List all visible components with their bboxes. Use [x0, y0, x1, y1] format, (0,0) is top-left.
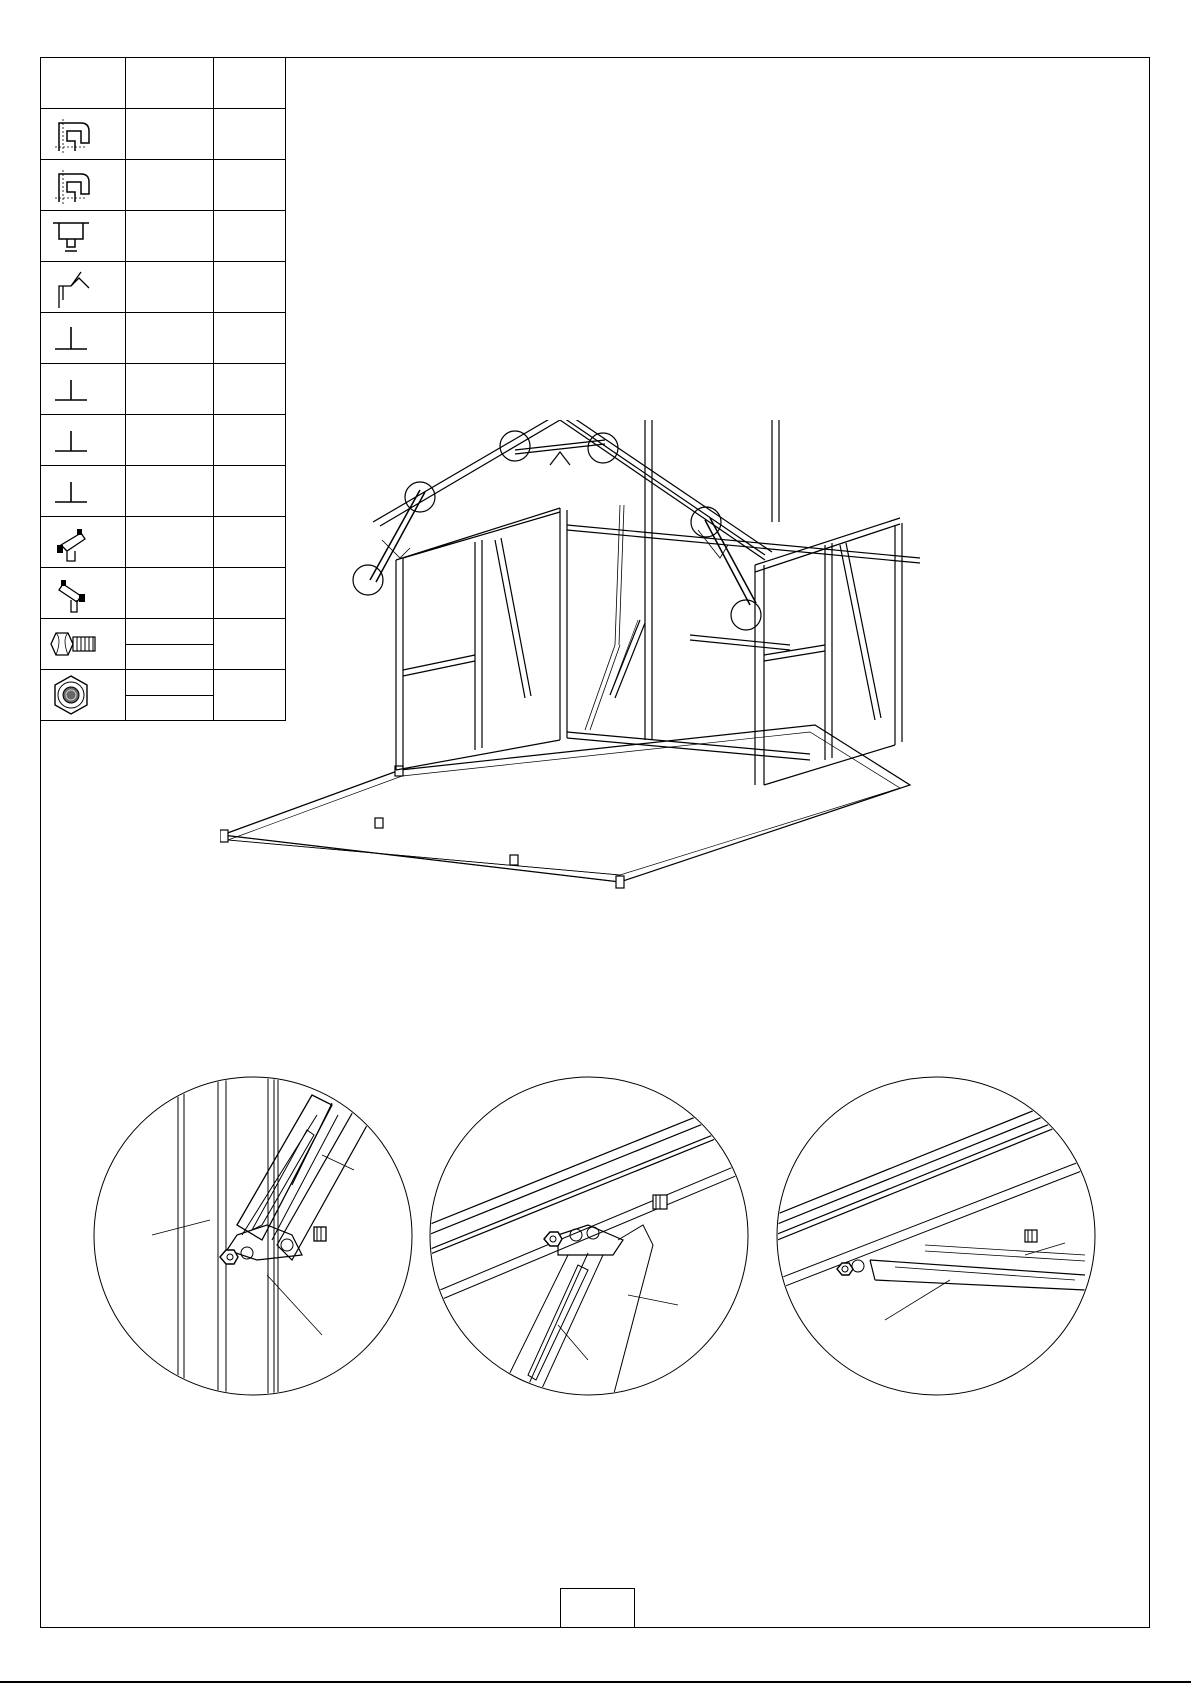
- back-wall: [567, 505, 920, 760]
- corner-profile-icon: [41, 111, 101, 157]
- footer-rule: [0, 1681, 1191, 1683]
- t-profile-icon: [41, 468, 101, 514]
- detail-callouts: [353, 431, 761, 630]
- roof-bar-detail: [775, 1075, 1097, 1397]
- bolt-icon: [41, 621, 105, 667]
- parts-table-header: [41, 58, 286, 109]
- parts-row: [41, 211, 286, 262]
- base-frame: [220, 725, 910, 888]
- parts-row: [41, 364, 286, 415]
- ridge-profile-icon: [41, 213, 101, 259]
- brace-bracket-icon: [41, 570, 101, 616]
- nut-icon: [41, 672, 101, 718]
- ridge-brace-detail: [428, 1075, 750, 1397]
- eave-profile-icon: [41, 264, 101, 310]
- parts-row: [41, 109, 286, 160]
- parts-row: [41, 262, 286, 313]
- parts-row: [41, 313, 286, 364]
- right-gable-wall: [755, 518, 902, 785]
- corner-braces: [370, 490, 756, 605]
- parts-row: [41, 160, 286, 211]
- brace-bracket-icon: [41, 519, 101, 565]
- t-profile-icon: [41, 315, 101, 361]
- t-profile-icon: [41, 417, 101, 463]
- left-gable-wall: [396, 508, 567, 770]
- page-number-box: [560, 1588, 635, 1628]
- brace-lower-end-detail: [92, 1075, 414, 1397]
- corner-profile-icon: [41, 162, 101, 208]
- t-profile-icon: [41, 366, 101, 412]
- tall-uprights: [645, 420, 779, 740]
- greenhouse-frame-assembly-drawing: [220, 420, 1010, 895]
